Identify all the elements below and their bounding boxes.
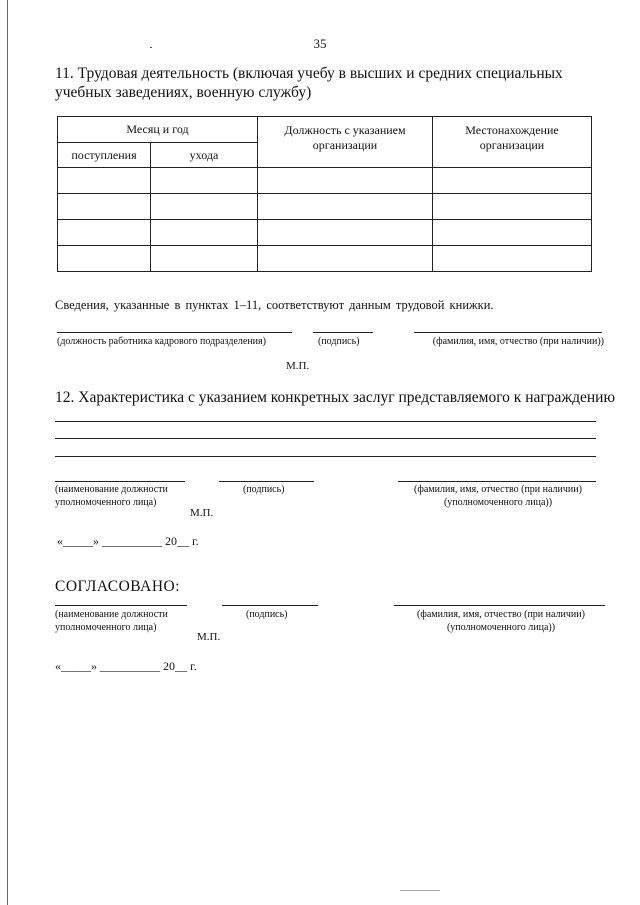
scan-speck [400,890,440,891]
table-cell[interactable] [151,246,258,272]
table-cell[interactable] [258,246,433,272]
confirm-note: Сведения, указанные в пунктах 1–11, соответствуют данным трудовой книжки. [55,298,494,312]
agreed-signature-line[interactable] [222,605,318,606]
s12-position-caption: (наименование должности уполномоченного лица) [55,484,168,508]
table-cell[interactable] [58,246,151,272]
table-row [58,246,592,272]
table-row [58,168,592,194]
agreed-date-line[interactable]: «_____» __________ 20__ г. [55,659,197,673]
section-11-title: 11. Трудовая деятельность (включая учебу в высших и средних специальных учебных заведениях, военную службу) [55,65,563,101]
s12-date-line[interactable]: «_____» __________ 20__ г. [57,534,199,548]
start-header: поступления [58,143,151,168]
table-cell[interactable] [58,220,151,246]
table-cell[interactable] [151,220,258,246]
page-number: 35 [313,36,327,51]
hr-position-line[interactable] [57,332,292,333]
table-cell[interactable] [58,168,151,194]
position-header: Должность с указанием организации [258,117,433,168]
table-cell[interactable] [433,246,592,272]
agreed-fio-caption: (фамилия, имя, отчество (при наличии) (уполномоченного лица)) [417,609,585,633]
month-year-header: Месяц и год [58,117,258,143]
table-cell[interactable] [258,220,433,246]
agreed-fio-line[interactable] [394,605,605,606]
table-cell[interactable] [151,194,258,220]
table-cell[interactable] [258,194,433,220]
employment-table [57,116,592,272]
hr-fio-line[interactable] [414,332,602,333]
table-cell[interactable] [433,220,592,246]
s12-fio-line[interactable] [398,481,596,482]
agreed-position-caption: (наименование должности уполномоченного лица) [55,609,168,633]
table-cell[interactable] [433,194,592,220]
agreed-title: СОГЛАСОВАНО: [55,578,181,595]
s12-signature-line[interactable] [219,481,314,482]
hr-position-caption: (должность работника кадрового подразделения) [57,336,266,347]
s12-stamp-mark: М.П. [190,507,214,519]
hr-signature-caption: (подпись) [318,336,360,347]
s12-position-line[interactable] [55,481,185,482]
agreed-stamp-mark: М.П. [197,631,221,643]
characteristic-line-2[interactable] [55,438,596,439]
end-header: ухода [151,143,258,168]
table-cell[interactable] [258,168,433,194]
scan-speck [150,47,152,48]
hr-signature-line[interactable] [313,332,373,333]
table-row [58,194,592,220]
page-edge-line [7,0,8,905]
agreed-position-line[interactable] [55,605,187,606]
hr-fio-caption: (фамилия, имя, отчество (при наличии)) [432,336,604,347]
location-header: Местонахождение организации [433,117,592,168]
table-row [58,220,592,246]
section-12-title: 12. Характеристика с указанием конкретных заслуг представляемого к награждению [55,389,616,406]
table-cell[interactable] [58,194,151,220]
characteristic-line-1[interactable] [55,421,596,422]
hr-stamp-mark: М.П. [286,360,310,372]
table-cell[interactable] [433,168,592,194]
characteristic-line-3[interactable] [55,456,596,457]
s12-signature-caption: (подпись) [243,484,285,495]
table-cell[interactable] [151,168,258,194]
s12-fio-caption: (фамилия, имя, отчество (при наличии) (уполномоченного лица)) [414,484,582,508]
agreed-signature-caption: (подпись) [246,609,288,620]
